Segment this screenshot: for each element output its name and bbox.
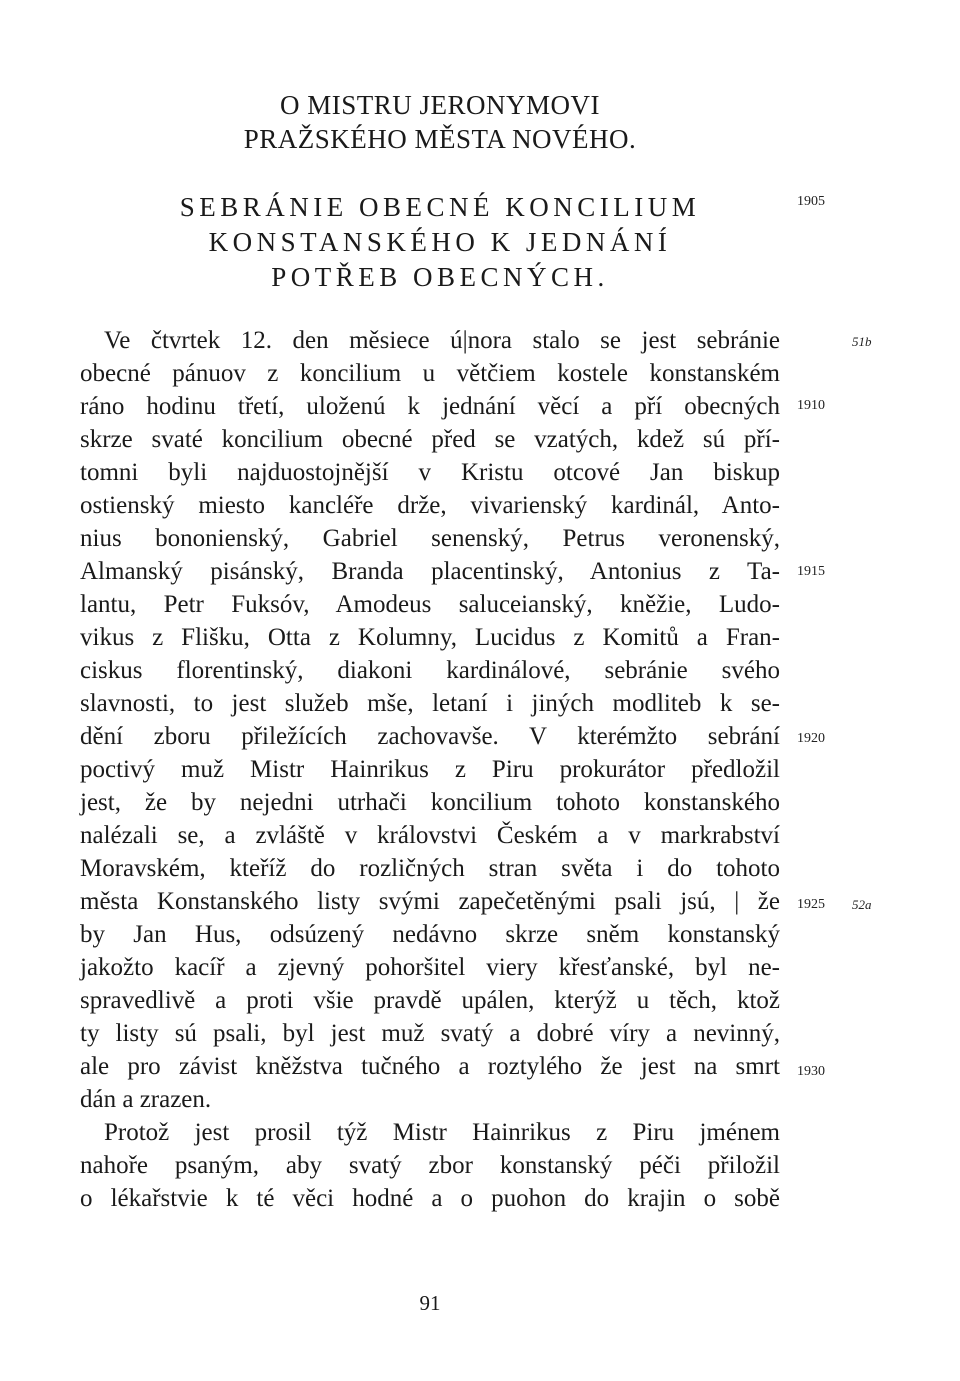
section-subtitle-line-3: POTŘEB OBECNÝCH.	[271, 262, 609, 292]
folio-mark: 52a	[852, 897, 872, 912]
text-line: poctivý muž Mistr Hainrikus z Piru prokurátor předložil	[80, 756, 780, 783]
chapter-title-line-1: O MISTRU JERONYMOVI	[279, 90, 600, 120]
text-line: ty listy sú psali, byl jest muž svatý a dobré víry a nevinný,	[80, 1020, 780, 1047]
text-line: nius bononienský, Gabriel senenský, Petrus veronenský,	[80, 525, 780, 552]
text-line: jakožto kacíř a zjevný pohoršitel viery křesťanské, byl ne-	[80, 954, 780, 981]
text-line: nahoře psaným, aby svatý zbor konstanský péči přiložil	[80, 1152, 780, 1179]
margin-line-number: 1905	[797, 194, 825, 209]
text-line: spravedlivě a proti všie pravdě upálen, kterýž u těch, ktož	[80, 987, 780, 1014]
text-line: skrze svaté koncilium obecné před se vzatých, kdež sú pří-	[80, 426, 780, 453]
text-line: nalézali se, a zvláště v královstvi Českém a v markrabství	[80, 822, 780, 849]
text-line: o lékařstvie k té věci hodné a o puohon do krajin o sobě	[80, 1185, 780, 1212]
text-line: Protož jest prosil týž Mistr Hainrikus z Piru jménem	[104, 1119, 780, 1146]
text-line: ostienský miesto kancléře drže, vivarienský kardinál, Anto-	[80, 492, 780, 519]
margin-line-number: 1915	[797, 564, 825, 579]
text-line: vikus z Flišku, Otta z Kolumny, Lucidus z Komitů a Fran-	[80, 624, 780, 651]
text-line: jest, že by nejedni utrhači koncilium tohoto konstanského	[80, 789, 780, 816]
text-line: Almanský pisánský, Branda placentinský, Antonius z Ta-	[80, 558, 780, 585]
text-line: dán a zrazen.	[80, 1086, 212, 1113]
text-line: slavnosti, to jest služeb mše, letaní i jiných modliteb k se-	[80, 690, 780, 717]
text-line: města Konstanského listy svými zapečetěnými psali jsú, | že	[80, 888, 780, 915]
text-line: obecné pánuov z koncilium u větčiem kostele konstanském	[80, 360, 780, 387]
text-line: dění zboru přiležících zachovavše. V kterémžto sebrání	[80, 723, 780, 750]
margin-line-number: 1930	[797, 1064, 825, 1079]
text-line: ale pro závist kněžstva tučného a roztylého že jest na smrt	[80, 1053, 780, 1080]
section-subtitle-line-2: KONSTANSKÉHO K JEDNÁNÍ	[208, 227, 672, 257]
section-subtitle-line-1: SEBRÁNIE OBECNÉ KONCILIUM	[179, 192, 701, 222]
text-line: Moravském, kteříž do rozličných stran světa i do tohoto	[80, 855, 780, 882]
text-line: tomni byli najduostojnější v Kristu otcové Jan biskup	[80, 459, 780, 486]
margin-line-number: 1910	[797, 398, 825, 413]
text-line: ciskus florentinský, diakoni kardinálové, sebránie svého	[80, 657, 780, 684]
folio-mark: 51b	[852, 334, 872, 349]
text-line: Ve čtvrtek 12. den měsiece ú|nora stalo se jest sebránie	[104, 327, 780, 354]
chapter-title-line-2: PRAŽSKÉHO MĚSTA NOVÉHO.	[243, 124, 637, 154]
margin-line-number: 1925	[797, 897, 825, 912]
margin-line-number: 1920	[797, 731, 825, 746]
page-number: 91	[419, 1291, 441, 1315]
text-line: by Jan Hus, odsúzený nedávno skrze sněm konstanský	[80, 921, 780, 948]
text-line: lantu, Petr Fuksóv, Amodeus saluceianský, kněžie, Ludo-	[80, 591, 780, 618]
text-line: ráno hodinu třetí, uloženú k jednání věcí a pří obecných	[80, 393, 780, 420]
